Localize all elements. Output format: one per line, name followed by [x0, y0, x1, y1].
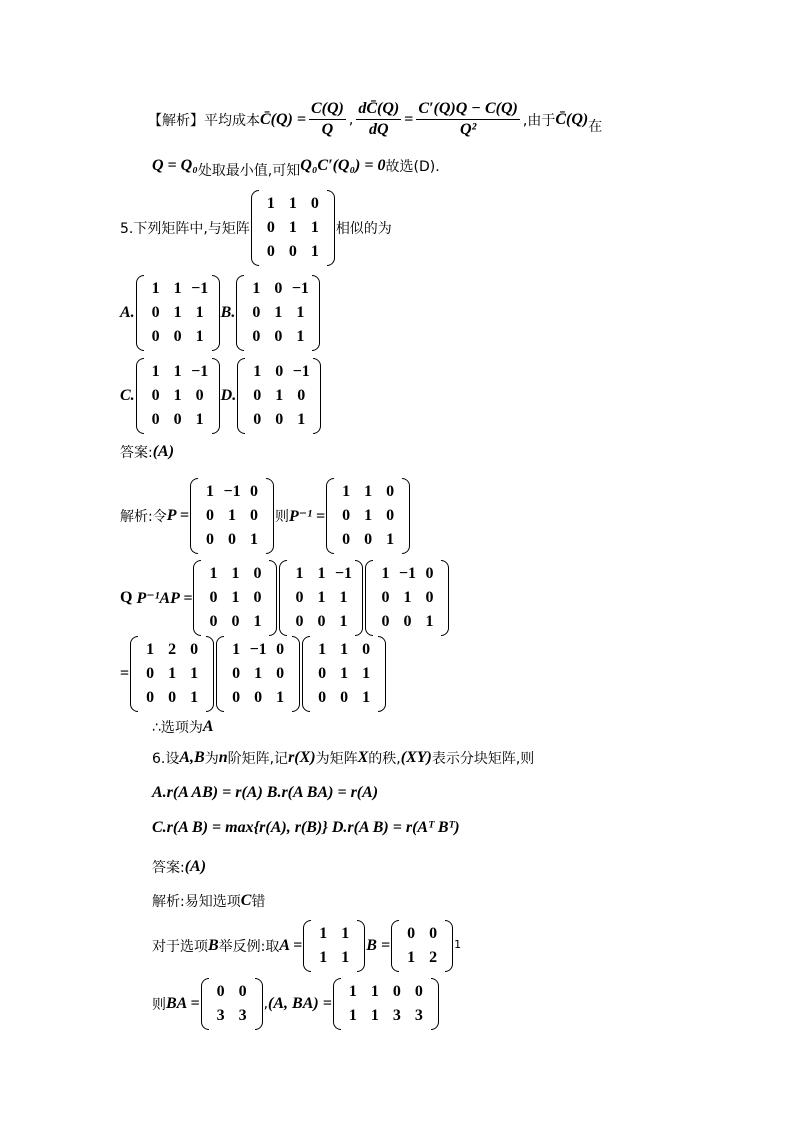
matrix-row: [335, 528, 401, 552]
matrix-cell: 3: [216, 1007, 225, 1024]
q6-analysis: 解析:易知选项 C 错: [152, 892, 266, 910]
matrix-cell: 1: [407, 949, 416, 966]
option-c-label: C.: [120, 387, 135, 404]
q5-product: Q P⁻¹AP = 1 1 0 0 1 0 0 0 1 1 1 −1 0 1 1 0 0 1 1 −1 0 0 1 0 0 0 1: [120, 560, 450, 636]
matrix-cell: 1: [362, 665, 371, 682]
product-matrix-1: [193, 560, 277, 636]
matrix-cell: 1: [364, 483, 373, 500]
matrix-row: [288, 610, 354, 634]
matrix-cell: 0: [206, 507, 215, 524]
matrix-row: [145, 384, 211, 408]
matrix-cell: 0: [275, 411, 284, 428]
matrix-cell: 0: [266, 219, 275, 236]
q6-counterexample: 对于选项 B 举反例:取 A = 1 1 1 1 B = 0 0 1 2 1: [152, 920, 461, 972]
matrix-cell: 1: [310, 219, 319, 236]
matrix-cell: 0: [381, 613, 390, 630]
q6-option-a: A.r(A AB) = r(A): [152, 784, 263, 801]
matrix-cell: 3: [238, 1007, 247, 1024]
q6-option-c: C.r(A B) = max{r(A), r(B)}: [152, 819, 328, 836]
matrix-cell: 0: [151, 411, 160, 428]
matrix-cell: −1: [291, 280, 309, 297]
matrix-cell: 0: [362, 641, 371, 658]
matrix-cell: −1: [191, 363, 209, 380]
matrix-row: [400, 946, 444, 970]
matrix-row: [139, 662, 205, 686]
matrix-cell: 0: [216, 983, 225, 1000]
matrix-cell: 1: [288, 219, 297, 236]
matrix-row: [145, 301, 211, 325]
matrix-row: [260, 240, 326, 264]
matrix-cell: 1: [173, 304, 182, 321]
matrix-row: [311, 638, 377, 662]
matrix-cell: 0: [254, 689, 263, 706]
option-b-label: B.: [220, 304, 236, 321]
matrix-cell: 0: [190, 641, 199, 658]
option-d-matrix: [237, 358, 321, 434]
q6-option-b: B.r(A BA) = r(A): [266, 784, 379, 801]
matrix-p-inverse: [326, 478, 410, 554]
matrix-cell: 1: [339, 589, 348, 606]
matrix-cell: −1: [249, 641, 267, 658]
counter-matrix-a: [303, 920, 365, 972]
matrix-row: [342, 980, 430, 1004]
q6-question: 6.设 A,B 为 n 阶矩阵,记 r(X) 为矩阵 X 的秩, (XY) 表示分块矩阵,则: [152, 749, 535, 767]
option-a-matrix: [136, 275, 220, 351]
matrix-cell: 0: [318, 665, 327, 682]
matrix-cell: 1: [232, 641, 241, 658]
matrix-a-ba: [333, 978, 439, 1030]
matrix-cell: 0: [168, 689, 177, 706]
matrix-row: [139, 686, 205, 710]
matrix-row: [260, 192, 326, 216]
matrix-cell: 1: [195, 411, 204, 428]
option-d-label: D.: [220, 387, 237, 404]
matrix-row: [145, 408, 211, 432]
derivative-fraction: $\frac{dC̄(Q)}{dQ}$: [358, 100, 400, 138]
matrix-cell: 1: [425, 613, 434, 630]
q5-result: = 1 2 0 0 1 1 0 0 1 1 −1 0 0 1 0 0 0 1 1 1 0 0 1 1 0 0 1: [120, 636, 387, 712]
matrix-cell: 0: [275, 363, 284, 380]
matrix-cell: 1: [386, 531, 395, 548]
matrix-cell: −1: [223, 483, 241, 500]
matrix-cell: 1: [381, 565, 390, 582]
matrix-row: [246, 384, 312, 408]
q5-answer: 答案: (A): [120, 443, 175, 461]
matrix-p: [190, 478, 274, 554]
matrix-cell: 0: [342, 531, 351, 548]
q5-question: 5.下列矩阵中,与矩阵 1 1 0 0 1 1 0 0 1 相似的为: [120, 190, 392, 266]
matrix-row: [312, 922, 356, 946]
matrix-row: [245, 301, 311, 325]
matrix-cell: 1: [340, 665, 349, 682]
matrix-cell: 0: [146, 689, 155, 706]
matrix-cell: 0: [151, 328, 160, 345]
matrix-cell: 0: [425, 565, 434, 582]
product-matrix-2: [279, 560, 363, 636]
footnote-mark: 1: [454, 937, 462, 951]
matrix-row: [246, 408, 312, 432]
matrix-cell: 0: [310, 195, 319, 212]
matrix-cell: 0: [228, 531, 237, 548]
matrix-cell: 1: [146, 641, 155, 658]
matrix-row: [145, 325, 211, 349]
matrix: [251, 190, 335, 266]
matrix-cell: 2: [168, 641, 177, 658]
matrix-cell: 0: [232, 665, 241, 682]
matrix-cell: 1: [348, 983, 357, 1000]
matrix-cell: 1: [209, 565, 218, 582]
analysis-label: 【解析】平均成本: [148, 112, 260, 129]
matrix-row: [260, 216, 326, 240]
matrix-row: [311, 686, 377, 710]
matrix-cell: 1: [173, 280, 182, 297]
matrix-cell: 0: [425, 589, 434, 606]
matrix-row: [199, 504, 265, 528]
matrix-cell: 1: [195, 304, 204, 321]
matrix-cell: 1: [288, 195, 297, 212]
matrix-cell: 0: [209, 589, 218, 606]
matrix-cell: 0: [407, 925, 416, 942]
matrix-cell: 0: [295, 613, 304, 630]
matrix-row: [245, 277, 311, 301]
matrix-cell: 1: [310, 243, 319, 260]
matrix-row: [246, 360, 312, 384]
matrix-cell: 0: [250, 507, 259, 524]
matrix-cell: 1: [275, 387, 284, 404]
matrix-cell: 0: [151, 304, 160, 321]
matrix-cell: 0: [232, 689, 241, 706]
matrix-cell: 1: [319, 949, 328, 966]
q6-option-d: D.r(A B) = r(Aᵀ Bᵀ): [331, 819, 460, 836]
matrix-cell: 1: [231, 565, 240, 582]
matrix-cell: 0: [173, 328, 182, 345]
matrix-cell: 0: [253, 387, 262, 404]
matrix-cell: 0: [276, 641, 285, 658]
matrix-row: [145, 360, 211, 384]
matrix-cell: 0: [250, 483, 259, 500]
matrix-cell: 1: [317, 565, 326, 582]
matrix-row: [245, 325, 311, 349]
matrix-cell: 0: [274, 328, 283, 345]
matrix-cell: 0: [414, 983, 423, 1000]
matrix-row: [199, 528, 265, 552]
matrix-cell: 0: [403, 613, 412, 630]
matrix-cell: 0: [340, 689, 349, 706]
matrix-cell: 0: [252, 328, 261, 345]
matrix-row: [202, 562, 268, 586]
matrix-cell: 1: [253, 363, 262, 380]
matrix-row: [199, 480, 265, 504]
matrix-row: [225, 638, 291, 662]
matrix-cell: 1: [250, 531, 259, 548]
matrix-cell: 1: [296, 304, 305, 321]
matrix-row: [225, 662, 291, 686]
matrix-row: [342, 1004, 430, 1028]
matrix-cell: 1: [173, 387, 182, 404]
matrix-cell: 0: [342, 507, 351, 524]
matrix-cell: 1: [296, 328, 305, 345]
matrix-cell: 0: [274, 280, 283, 297]
q6-answer: 答案: (A): [152, 858, 207, 876]
q5-options-ab: [120, 275, 321, 351]
q6-then-ba: 则 BA = 0 0 3 3 , (A, BA) = 1 1 0 0 1 1 3 3: [152, 978, 440, 1030]
matrix-cell: 0: [209, 613, 218, 630]
matrix-cell: 1: [317, 589, 326, 606]
matrix-cell: 1: [276, 689, 285, 706]
option-b-matrix: [236, 275, 320, 351]
matrix-cell: 0: [146, 665, 155, 682]
matrix-cell: 1: [231, 589, 240, 606]
matrix-cell: 1: [339, 613, 348, 630]
matrix-cell: 0: [386, 507, 395, 524]
matrix-row: [288, 586, 354, 610]
matrix-cell: 0: [266, 243, 275, 260]
result-matrix-1: [130, 636, 214, 712]
option-a-label: A.: [120, 304, 135, 321]
matrix-row: [400, 922, 444, 946]
matrix-row: [335, 504, 401, 528]
matrix-cell: 1: [295, 565, 304, 582]
matrix-ba: [201, 978, 263, 1030]
matrix-cell: 0: [381, 589, 390, 606]
result-matrix-3: [302, 636, 386, 712]
matrix-row: [210, 980, 254, 1004]
matrix-row: [335, 480, 401, 504]
matrix-cell: 1: [254, 665, 263, 682]
matrix-cell: 0: [276, 665, 285, 682]
avg-cost-lhs: C̄(Q) =: [260, 110, 306, 128]
q6-options-ab: [152, 784, 378, 802]
product-matrix-3: [365, 560, 449, 636]
matrix-row: [210, 1004, 254, 1028]
matrix-cell: 0: [231, 613, 240, 630]
q5-conclusion: ∴选项为 A: [152, 718, 214, 736]
q5-analysis-p: 解析:令 P = 1 −1 0 0 1 0 0 0 1 则 P⁻¹ = 1 1 0 0 1 0 0 0 1: [120, 478, 411, 554]
matrix-cell: 0: [173, 411, 182, 428]
matrix-cell: 1: [318, 641, 327, 658]
matrix-cell: 1: [341, 949, 350, 966]
quotient-fraction: $\frac{C'(Q)Q - C(Q)}{\text{Q²}}$: [418, 100, 518, 138]
matrix-cell: 1: [362, 689, 371, 706]
matrix-row: [202, 586, 268, 610]
matrix-cell: 1: [341, 925, 350, 942]
matrix-cell: 1: [340, 641, 349, 658]
q6-options-cd: [152, 819, 460, 837]
matrix-cell: 0: [318, 689, 327, 706]
matrix-cell: 0: [364, 531, 373, 548]
matrix-row: [311, 662, 377, 686]
matrix-cell: 0: [238, 983, 247, 1000]
matrix-cell: 0: [151, 387, 160, 404]
option-c-matrix: [136, 358, 220, 434]
avg-cost-fraction: $\frac{C(Q)}{Q}$: [311, 100, 344, 138]
matrix-cell: 1: [190, 665, 199, 682]
matrix-cell: −1: [292, 363, 310, 380]
matrix-row: [145, 277, 211, 301]
matrix-cell: 0: [386, 483, 395, 500]
matrix-cell: 1: [370, 1007, 379, 1024]
matrix-cell: 1: [274, 304, 283, 321]
matrix-cell: 1: [206, 483, 215, 500]
matrix-cell: 1: [297, 411, 306, 428]
matrix-cell: 0: [253, 411, 262, 428]
matrix-row: [374, 610, 440, 634]
matrix-cell: 1: [370, 983, 379, 1000]
matrix-cell: 1: [151, 363, 160, 380]
matrix-row: [312, 946, 356, 970]
matrix-row: [374, 562, 440, 586]
matrix-cell: 0: [253, 565, 262, 582]
matrix-cell: 1: [403, 589, 412, 606]
matrix-cell: 1: [266, 195, 275, 212]
matrix-cell: 0: [195, 387, 204, 404]
matrix-cell: 0: [392, 983, 401, 1000]
q4-analysis-line2: Q = Q₀ 处取最小值,可知 Q₀C′(Q₀) = 0 故选(D).: [152, 157, 440, 179]
matrix-cell: 1: [173, 363, 182, 380]
q4-analysis-line1: 【解析】平均成本 C̄(Q) = $\frac{C(Q)}{Q}$ , $\frac{dC̄(Q)}{dQ}$ = $\frac{C'(Q)Q - C(Q)}{\text{Q²}}$ ,由于 C̄(Q) 在: [148, 100, 603, 138]
matrix-cell: 1: [364, 507, 373, 524]
matrix-cell: 1: [253, 613, 262, 630]
matrix-cell: 0: [206, 531, 215, 548]
matrix-cell: 2: [429, 949, 438, 966]
matrix-row: [202, 610, 268, 634]
matrix-cell: 3: [392, 1007, 401, 1024]
result-matrix-2: [216, 636, 300, 712]
matrix-cell: 0: [288, 243, 297, 260]
matrix-cell: 1: [252, 280, 261, 297]
matrix-row: [374, 586, 440, 610]
matrix-cell: 3: [414, 1007, 423, 1024]
matrix-cell: 1: [190, 689, 199, 706]
matrix-row: [139, 638, 205, 662]
matrix-cell: 0: [297, 387, 306, 404]
matrix-cell: 0: [429, 925, 438, 942]
matrix-cell: 0: [295, 589, 304, 606]
matrix-cell: 1: [151, 280, 160, 297]
matrix-cell: 1: [319, 925, 328, 942]
matrix-cell: 0: [253, 589, 262, 606]
matrix-cell: 0: [317, 613, 326, 630]
matrix-cell: 1: [168, 665, 177, 682]
matrix-row: [288, 562, 354, 586]
matrix-cell: 1: [195, 328, 204, 345]
counter-matrix-b: [391, 920, 453, 972]
matrix-cell: −1: [398, 565, 416, 582]
matrix-cell: 1: [228, 507, 237, 524]
q5-options-cd: [120, 358, 322, 434]
matrix-cell: −1: [334, 565, 352, 582]
matrix-cell: 0: [252, 304, 261, 321]
matrix-cell: −1: [191, 280, 209, 297]
matrix-row: [225, 686, 291, 710]
matrix-cell: 1: [348, 1007, 357, 1024]
matrix-cell: 1: [342, 483, 351, 500]
